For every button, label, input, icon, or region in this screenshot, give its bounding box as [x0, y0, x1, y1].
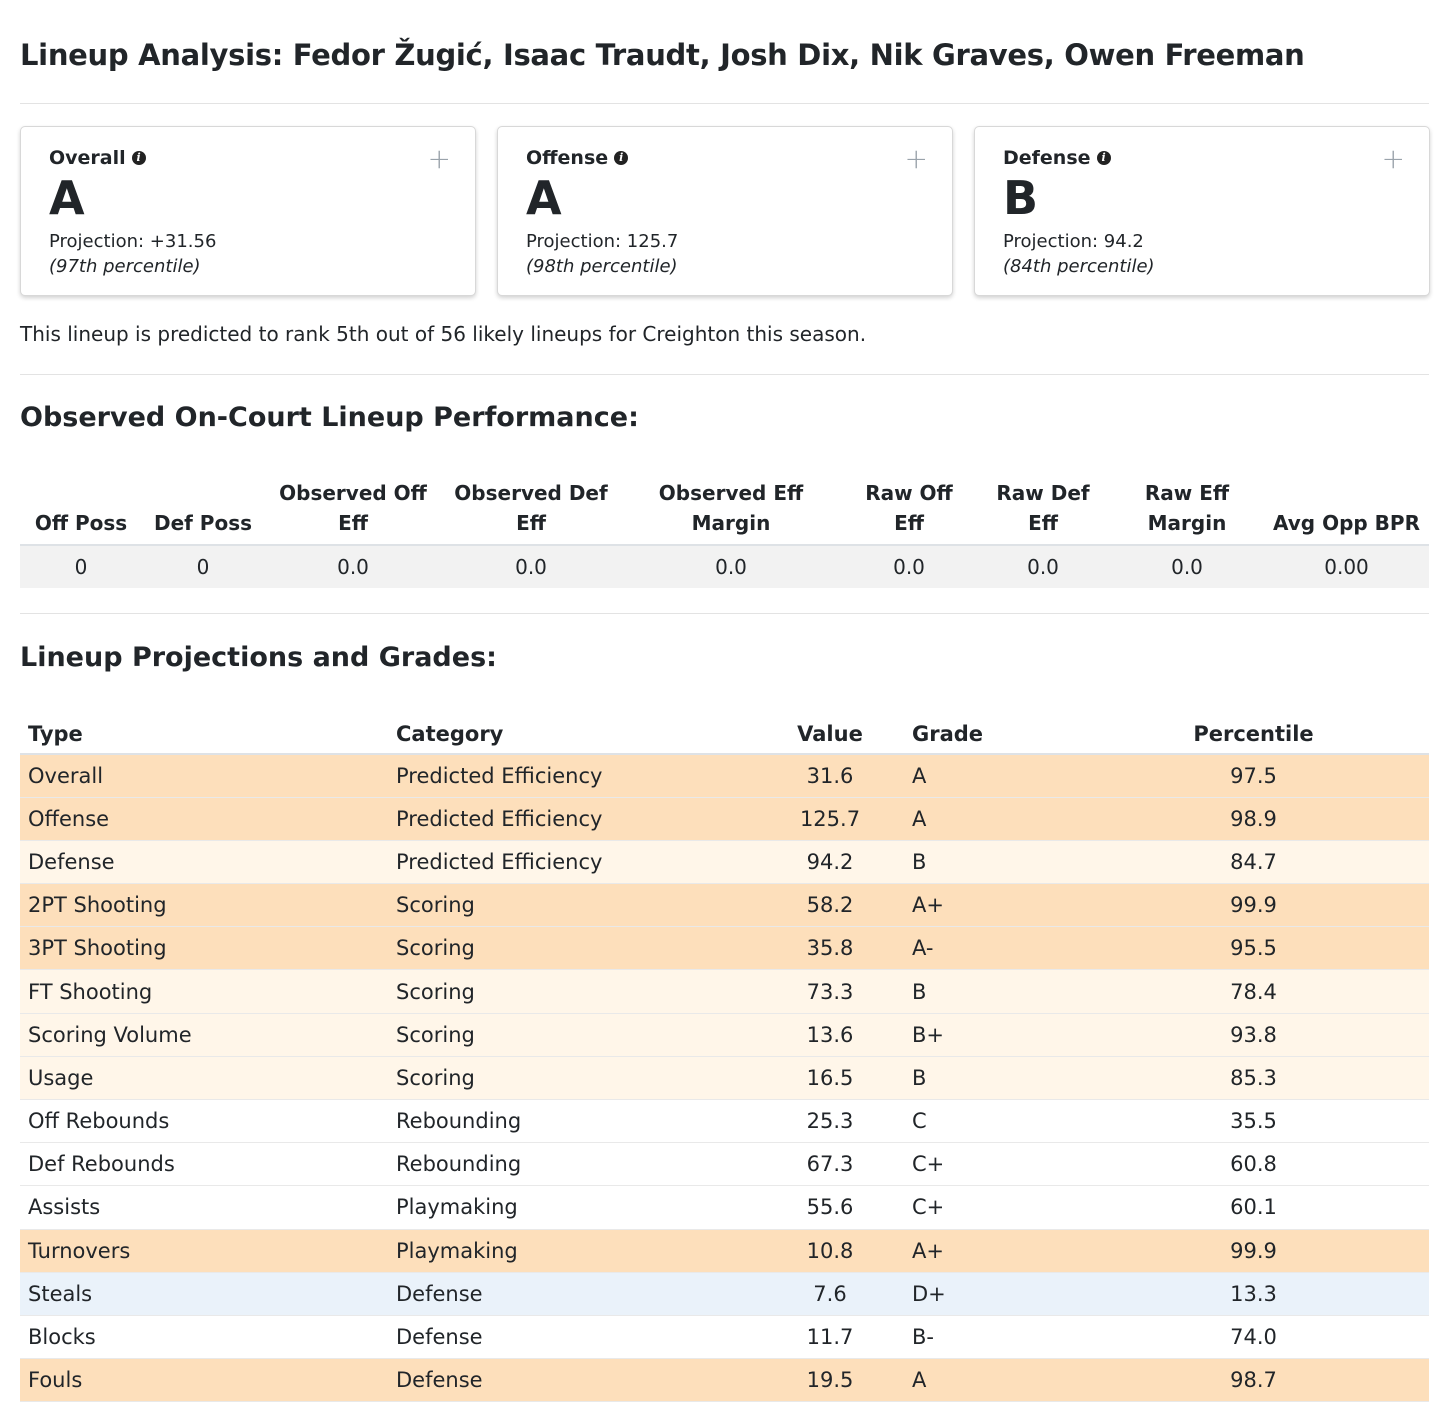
observed-value-cell: 0.0: [976, 545, 1110, 588]
divider: [20, 613, 1429, 614]
projection-value-cell: 10.8: [756, 1229, 904, 1272]
projection-value-cell: 58.2: [756, 884, 904, 927]
projection-row: [20, 1186, 1429, 1229]
projection-percentile-cell: 13.3: [1078, 1272, 1429, 1315]
page-title: Lineup Analysis: Fedor Žugić, Isaac Traudt, Josh Dix, Nik Graves, Owen Freeman: [20, 38, 1305, 72]
projection-type-cell: Scoring Volume: [20, 1013, 388, 1056]
projection-type-cell: Overall: [20, 754, 388, 797]
header-text: Observed Def: [454, 481, 608, 505]
expand-plus-icon[interactable]: +: [427, 142, 451, 175]
projection-row: [20, 1272, 1429, 1315]
projection-percentile-cell: 85.3: [1078, 1056, 1429, 1099]
projection-percentile-cell: 60.1: [1078, 1186, 1429, 1229]
projection-category-cell: Defense: [388, 1315, 756, 1358]
projection-type-cell: Defense: [20, 840, 388, 883]
header-text: Raw Def: [996, 481, 1090, 505]
projection-type-cell: Usage: [20, 1056, 388, 1099]
projection-category-cell: Defense: [388, 1272, 756, 1315]
info-icon[interactable]: i: [614, 151, 628, 165]
card-grade: B: [1003, 171, 1039, 225]
observed-value-cell: 0.0: [620, 545, 842, 588]
projection-column-header[interactable]: Percentile: [1078, 714, 1429, 754]
projection-row: [20, 797, 1429, 840]
projection-percentile-cell: 93.8: [1078, 1013, 1429, 1056]
header-text: Eff: [516, 511, 546, 535]
projection-category-cell: Predicted Efficiency: [388, 754, 756, 797]
card-projection: Projection: 94.2: [1003, 231, 1144, 252]
projection-row: [20, 1143, 1429, 1186]
projection-percentile-cell: 98.9: [1078, 797, 1429, 840]
projection-category-cell: Scoring: [388, 1056, 756, 1099]
observed-column-header[interactable]: [142, 478, 264, 545]
projection-category-cell: Predicted Efficiency: [388, 840, 756, 883]
projection-value-cell: 11.7: [756, 1315, 904, 1358]
observed-value-cell: 0: [142, 545, 264, 588]
projection-column-header[interactable]: Type: [20, 714, 388, 754]
projection-row: [20, 1056, 1429, 1099]
projection-percentile-cell: 78.4: [1078, 970, 1429, 1013]
observed-value-cell: 0.0: [842, 545, 976, 588]
projection-value-cell: 31.6: [756, 754, 904, 797]
card-percentile: (84th percentile): [1003, 256, 1155, 277]
projection-category-cell: Rebounding: [388, 1143, 756, 1186]
projection-value-cell: 125.7: [756, 797, 904, 840]
observed-value-cell: 0: [20, 545, 142, 588]
projection-category-cell: Scoring: [388, 884, 756, 927]
header-text: Raw Off: [865, 481, 953, 505]
header-text: Avg Opp BPR: [1273, 511, 1420, 535]
projection-category-cell: Rebounding: [388, 1100, 756, 1143]
header-text: Margin: [691, 511, 771, 535]
projection-type-cell: 2PT Shooting: [20, 884, 388, 927]
projection-row: [20, 927, 1429, 970]
observed-column-header[interactable]: [976, 478, 1110, 545]
projection-category-cell: Scoring: [388, 970, 756, 1013]
projection-type-cell: Turnovers: [20, 1229, 388, 1272]
projection-column-header[interactable]: Value: [756, 714, 904, 754]
observed-value-cell: 0.00: [1264, 545, 1429, 588]
header-text: Eff: [338, 511, 368, 535]
card-projection: Projection: +31.56: [49, 231, 217, 252]
observed-column-header[interactable]: [620, 478, 842, 545]
projection-category-cell: Playmaking: [388, 1186, 756, 1229]
projection-grade-cell: A-: [904, 927, 1078, 970]
observed-column-header[interactable]: [1264, 478, 1429, 545]
card-label: Overall: [49, 147, 126, 169]
projection-row: [20, 1315, 1429, 1358]
projection-row: [20, 840, 1429, 883]
projection-type-cell: FT Shooting: [20, 970, 388, 1013]
projection-percentile-cell: 99.9: [1078, 1229, 1429, 1272]
card-grade: A: [526, 171, 562, 225]
projection-percentile-cell: 99.9: [1078, 884, 1429, 927]
projection-value-cell: 94.2: [756, 840, 904, 883]
header-text: Observed Eff: [658, 481, 804, 505]
projection-type-cell: Offense: [20, 797, 388, 840]
offense-card: [497, 126, 953, 296]
projection-grade-cell: B+: [904, 1013, 1078, 1056]
projection-percentile-cell: 35.5: [1078, 1100, 1429, 1143]
projection-row: [20, 884, 1429, 927]
card-grade: A: [49, 171, 85, 225]
projection-percentile-cell: 74.0: [1078, 1315, 1429, 1358]
projection-value-cell: 55.6: [756, 1186, 904, 1229]
info-icon[interactable]: i: [132, 151, 146, 165]
header-text: Eff: [1028, 511, 1058, 535]
observed-column-header[interactable]: [442, 478, 620, 545]
projection-value-cell: 25.3: [756, 1100, 904, 1143]
projection-grade-cell: B: [904, 840, 1078, 883]
projection-value-cell: 35.8: [756, 927, 904, 970]
info-icon[interactable]: i: [1097, 151, 1111, 165]
projection-row: [20, 754, 1429, 797]
grade-cards: [20, 126, 1429, 296]
projection-type-cell: Blocks: [20, 1315, 388, 1358]
projection-value-cell: 13.6: [756, 1013, 904, 1056]
projection-row: [20, 1229, 1429, 1272]
observed-section-title: Observed On-Court Lineup Performance:: [20, 402, 639, 433]
projection-type-cell: Assists: [20, 1186, 388, 1229]
projection-category-cell: Playmaking: [388, 1229, 756, 1272]
projection-value-cell: 73.3: [756, 970, 904, 1013]
observed-column-header[interactable]: [20, 478, 142, 545]
header-text: Margin: [1147, 511, 1227, 535]
defense-card: [974, 126, 1430, 296]
projection-grade-cell: B-: [904, 1315, 1078, 1358]
expand-plus-icon[interactable]: +: [904, 142, 928, 175]
projection-percentile-cell: 97.5: [1078, 754, 1429, 797]
projection-row: [20, 1359, 1429, 1402]
projection-grade-cell: C+: [904, 1143, 1078, 1186]
card-projection: Projection: 125.7: [526, 231, 679, 252]
projection-grade-cell: A+: [904, 1229, 1078, 1272]
projection-row: [20, 970, 1429, 1013]
header-text: Eff: [894, 511, 924, 535]
observed-column-header[interactable]: [264, 478, 442, 545]
projection-grade-cell: A: [904, 754, 1078, 797]
header-text: Raw Eff: [1144, 481, 1230, 505]
projection-grade-cell: A+: [904, 884, 1078, 927]
projection-category-cell: Defense: [388, 1359, 756, 1402]
header-text: Observed Off: [279, 481, 427, 505]
projection-type-cell: Def Rebounds: [20, 1143, 388, 1186]
projection-category-cell: Scoring: [388, 927, 756, 970]
projection-percentile-cell: 60.8: [1078, 1143, 1429, 1186]
header-text: Off Poss: [34, 511, 128, 535]
projection-type-cell: 3PT Shooting: [20, 927, 388, 970]
projection-grade-cell: C: [904, 1100, 1078, 1143]
projection-percentile-cell: 84.7: [1078, 840, 1429, 883]
projection-type-cell: Fouls: [20, 1359, 388, 1402]
projection-type-cell: Off Rebounds: [20, 1100, 388, 1143]
observed-performance-table: [20, 478, 1429, 588]
observed-value-cell: 0.0: [264, 545, 442, 588]
projection-value-cell: 19.5: [756, 1359, 904, 1402]
observed-column-header[interactable]: [1110, 478, 1264, 545]
projection-type-cell: Steals: [20, 1272, 388, 1315]
projection-value-cell: 67.3: [756, 1143, 904, 1186]
projection-category-cell: Scoring: [388, 1013, 756, 1056]
divider: [20, 374, 1429, 375]
card-percentile: (98th percentile): [526, 256, 678, 277]
card-label: Defense: [1003, 147, 1091, 169]
projection-grade-cell: A: [904, 797, 1078, 840]
projection-value-cell: 16.5: [756, 1056, 904, 1099]
projection-value-cell: 7.6: [756, 1272, 904, 1315]
projection-grade-cell: B: [904, 1056, 1078, 1099]
card-percentile: (97th percentile): [49, 256, 201, 277]
projection-column-header[interactable]: Grade: [904, 714, 1078, 754]
projection-column-header[interactable]: Category: [388, 714, 756, 754]
header-text: Def Poss: [153, 511, 253, 535]
projection-row: [20, 1100, 1429, 1143]
overall-card: [20, 126, 476, 296]
observed-value-cell: 0.0: [1110, 545, 1264, 588]
projection-percentile-cell: 98.7: [1078, 1359, 1429, 1402]
lineup-rank-text: This lineup is predicted to rank 5th out of 56 likely lineups for Creighton this season.: [20, 322, 867, 346]
projection-category-cell: Predicted Efficiency: [388, 797, 756, 840]
projection-grade-cell: A: [904, 1359, 1078, 1402]
projection-grade-cell: B: [904, 970, 1078, 1013]
projections-table: [20, 714, 1429, 1402]
divider: [20, 103, 1429, 104]
projection-percentile-cell: 95.5: [1078, 927, 1429, 970]
projection-row: [20, 1013, 1429, 1056]
projections-section-title: Lineup Projections and Grades:: [20, 642, 497, 673]
projection-grade-cell: D+: [904, 1272, 1078, 1315]
observed-value-cell: 0.0: [442, 545, 620, 588]
observed-column-header[interactable]: [842, 478, 976, 545]
projection-grade-cell: C+: [904, 1186, 1078, 1229]
card-label: Offense: [526, 147, 609, 169]
expand-plus-icon[interactable]: +: [1381, 142, 1405, 175]
